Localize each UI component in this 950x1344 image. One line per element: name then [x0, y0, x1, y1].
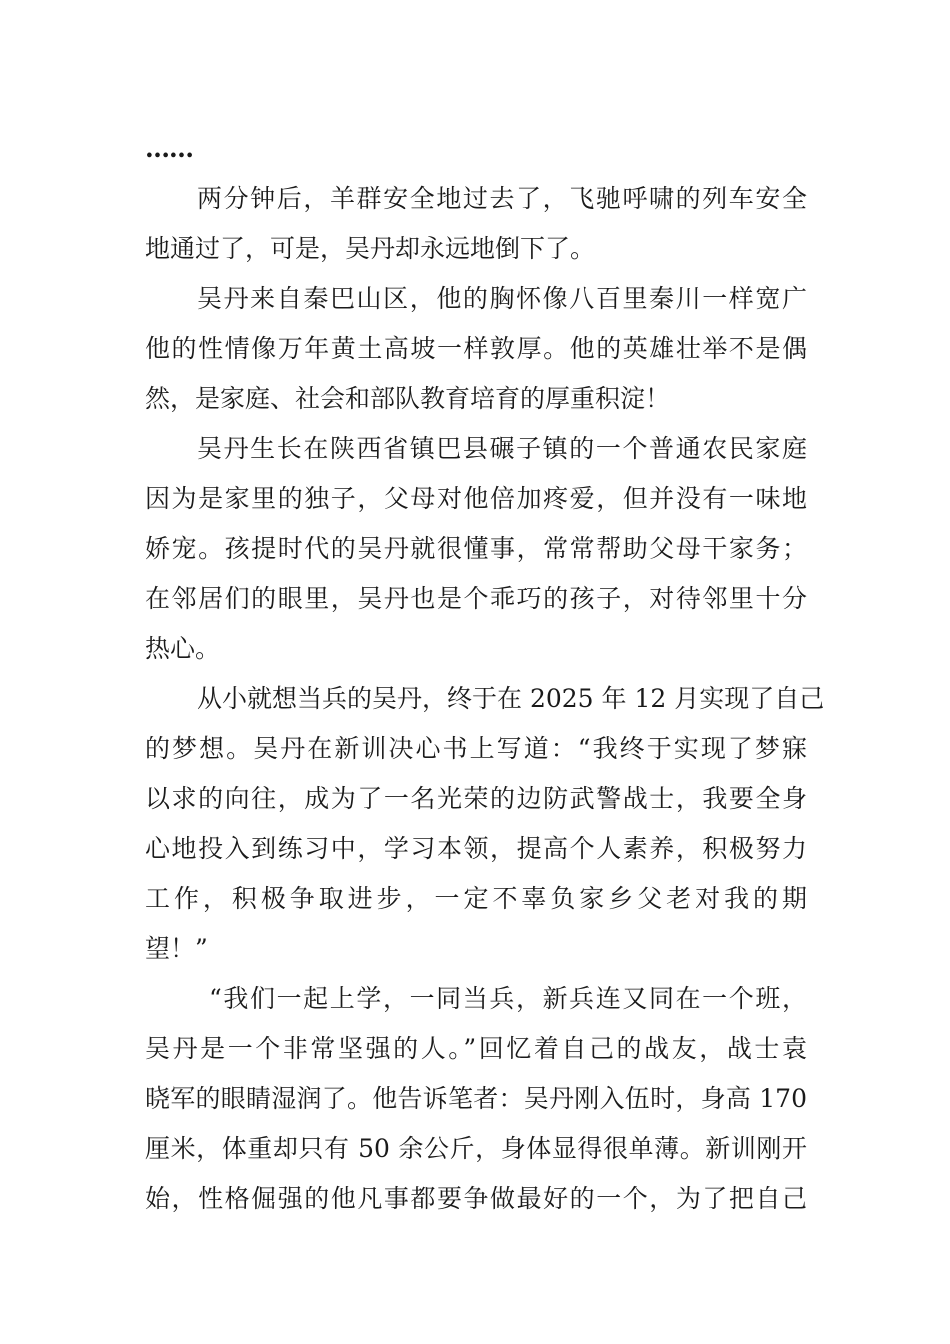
- text-line: 吴丹是一个非常坚强的人。”回忆着自己的战友，战士袁: [145, 1034, 807, 1063]
- text-line: 娇宠。孩提时代的吴丹就很懂事，常常帮助父母干家务；: [145, 534, 807, 563]
- text-line: 厘米，体重却只有 50 余公斤，身体显得很单薄。新训刚开: [145, 1134, 807, 1163]
- text-line: 的梦想。吴丹在新训决心书上写道：“我终于实现了梦寐: [145, 734, 807, 763]
- text-line: 工作，积极争取进步，一定不辜负家乡父老对我的期: [145, 884, 807, 913]
- text-line: 热心。: [145, 634, 221, 663]
- text-line: ……: [145, 134, 193, 163]
- text-line: 吴丹来自秦巴山区，他的胸怀像八百里秦川一样宽广: [197, 284, 807, 313]
- text-line: 地通过了，可是，吴丹却永远地倒下了。: [145, 234, 596, 263]
- text-line: 心地投入到练习中，学习本领，提高个人素养，积极努力: [145, 834, 807, 863]
- text-line: 在邻居们的眼里，吴丹也是个乖巧的孩子，对待邻里十分: [145, 584, 807, 613]
- text-line: 两分钟后，羊群安全地过去了，飞驰呼啸的列车安全: [197, 184, 807, 213]
- text-line: 然，是家庭、社会和部队教育培育的厚重积淀！: [145, 384, 671, 413]
- text-line: 因为是家里的独子，父母对他倍加疼爱，但并没有一味地: [145, 484, 807, 513]
- text-line: 从小就想当兵的吴丹，终于在 2025 年 12 月实现了自己: [197, 684, 825, 713]
- text-line: “我们一起上学，一同当兵，新兵连又同在一个班，: [209, 984, 807, 1013]
- text-line: 始，性格倔强的他凡事都要争做最好的一个，为了把自己: [145, 1184, 807, 1213]
- text-line: 他的性情像万年黄土高坡一样敦厚。他的英雄壮举不是偶: [145, 334, 807, 363]
- text-line: 望！”: [145, 934, 208, 963]
- text-line: 吴丹生长在陕西省镇巴县碾子镇的一个普通农民家庭: [197, 434, 807, 463]
- text-line: 晓军的眼睛湿润了。他告诉笔者：吴丹刚入伍时，身高 170: [145, 1084, 807, 1113]
- body-text: [145, 124, 825, 1224]
- text-line: 以求的向往，成为了一名光荣的边防武警战士，我要全身: [145, 784, 807, 813]
